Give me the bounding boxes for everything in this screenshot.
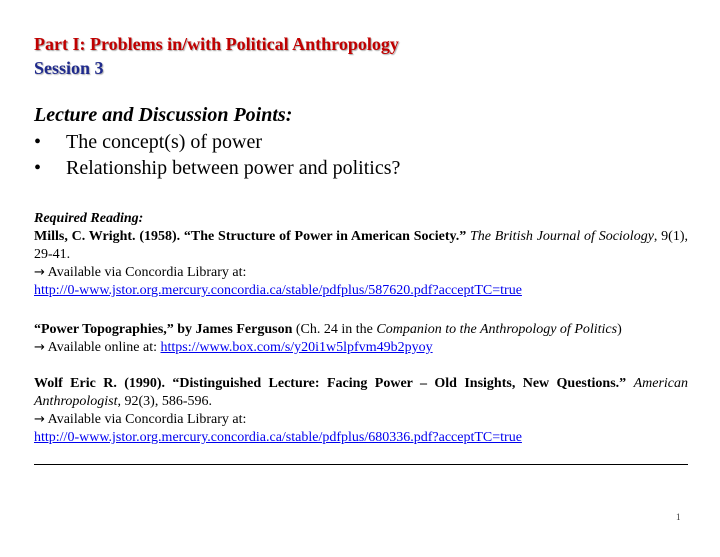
divider	[34, 464, 688, 465]
arrow-right-icon: →	[34, 412, 45, 427]
lecture-heading: Lecture and Discussion Points:	[34, 104, 293, 126]
chapter-suffix: )	[617, 322, 622, 337]
required-reading-label: Required Reading:	[34, 211, 144, 226]
mills-link-line	[34, 282, 688, 300]
citation-text: Mills, C. Wright. (1958). “The Structure of Power in American Society.”	[34, 229, 467, 244]
journal-title: American Anthropologist	[34, 376, 688, 409]
reading-mills-citation	[34, 228, 688, 264]
list-item-text: Relationship between power and politics?	[66, 157, 401, 179]
arrow-right-icon: →	[34, 265, 45, 280]
citation-details: , 9(1), 29-41.	[34, 229, 689, 262]
bullet-icon: •	[34, 157, 42, 179]
session-label: Session 3	[34, 58, 104, 78]
availability-text: Available via Concordia Library at:	[47, 265, 247, 280]
availability-note	[34, 411, 688, 429]
availability-note	[34, 264, 688, 282]
citation-text: Wolf Eric R. (1990). “Distinguished Lecture: Facing Power – Old Insights, New Questions.”	[34, 376, 627, 391]
wolf-jstor-link[interactable]: http://0-www.jstor.org.mercury.concordia.ca/stable/pdfplus/680336.pdf?acceptTC=true	[34, 430, 522, 445]
bullet-icon: •	[34, 131, 42, 153]
wolf-link-line	[34, 429, 688, 447]
journal-title: The British Journal of Sociology	[470, 229, 654, 244]
reading-ferguson-citation	[34, 321, 688, 339]
reading-wolf-citation	[34, 375, 688, 411]
availability-text: Available online at:	[47, 340, 161, 355]
arrow-right-icon: →	[34, 340, 45, 355]
list-item-text: The concept(s) of power	[66, 131, 263, 153]
availability-note	[34, 339, 688, 357]
book-title: Companion to the Anthropology of Politics	[376, 322, 618, 337]
ferguson-box-link[interactable]: https://www.box.com/s/y20i1w5lpfvm49b2pyoy	[160, 340, 433, 355]
citation-text: “Power Topographies,” by James Ferguson	[34, 322, 293, 337]
list-item	[34, 157, 400, 180]
page-title: Part I: Problems in/with Political Anthropology	[34, 34, 399, 54]
page-number: 1	[676, 512, 681, 522]
availability-text: Available via Concordia Library at:	[47, 412, 247, 427]
mills-jstor-link[interactable]: http://0-www.jstor.org.mercury.concordia.ca/stable/pdfplus/587620.pdf?acceptTC=true	[34, 283, 522, 298]
list-item	[34, 131, 262, 154]
chapter-prefix: (Ch. 24 in the	[292, 322, 377, 337]
citation-details: , 92(3), 586-596.	[117, 394, 212, 409]
